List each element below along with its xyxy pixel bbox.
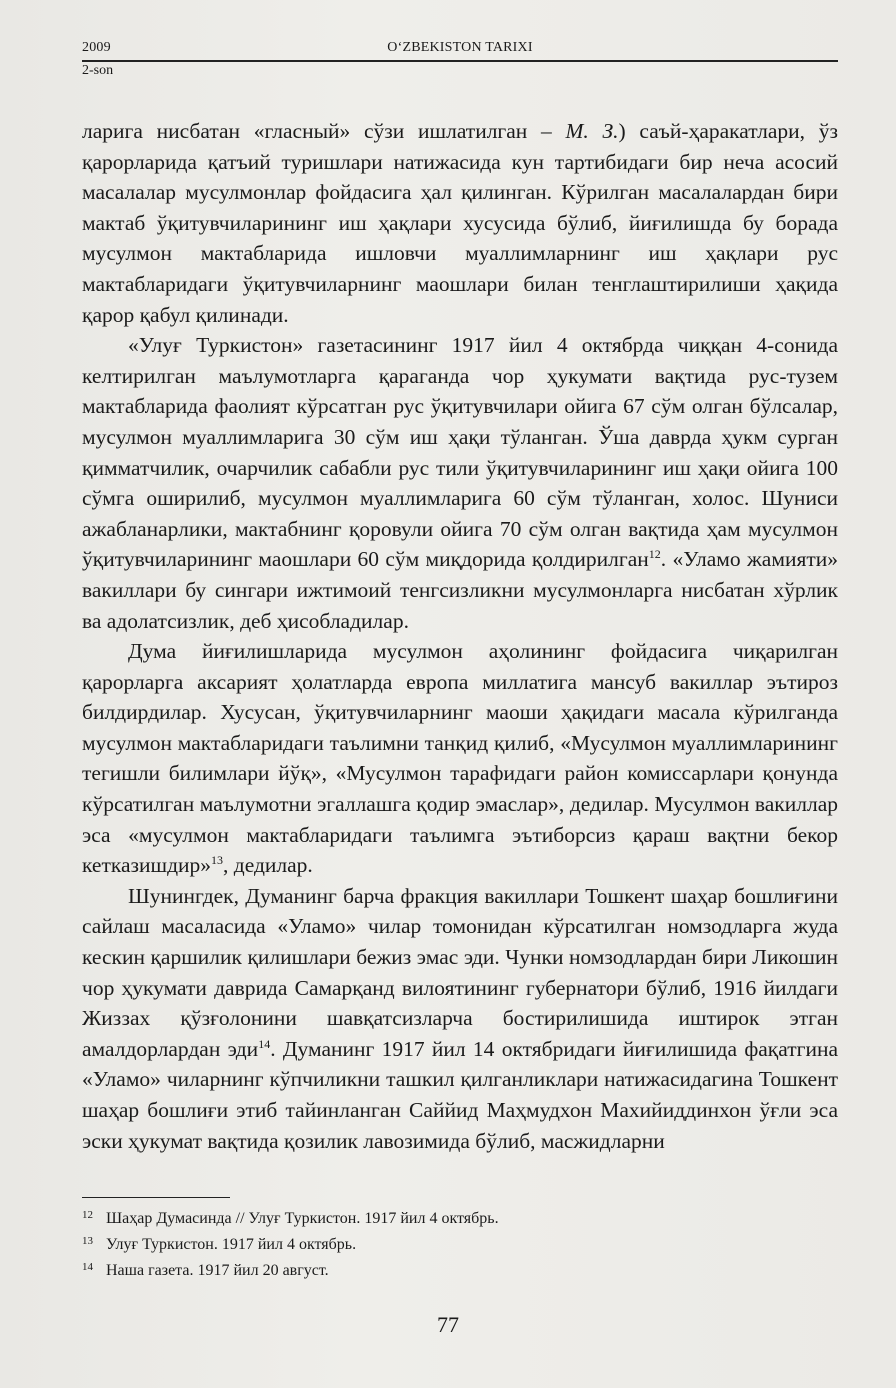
footnote-number: 12 [82,1209,93,1221]
footnotes [82,1206,838,1284]
body-paragraph [82,636,838,881]
footnote-item [82,1258,838,1284]
journal-title: O‘ZBEKISTON TARIXI [387,40,533,55]
body-paragraph [82,881,838,1156]
header-year: 2009 [82,40,111,55]
body-paragraph [82,116,838,330]
running-head [82,36,838,60]
footnote-reference: 14 [258,1036,271,1051]
header-rule [82,60,838,62]
italic-text: М. З. [565,119,619,143]
header-issue: 2-son [82,63,114,78]
footnote-text: Шаҳар Думасинда // Улуғ Туркистон. 1917 йил 4 октябрь. [106,1210,499,1227]
paragraph-text: Шунингдек, Думанинг барча фракция вакиллари Тошкент шаҳар бошлиғини сайлаш масаласида «Уламо» чилар томонидан кўрсатилган номзодларга жуда кескин қаршилик қилишлари бежиз эмас эди. Чунки номзодлардан бири Ликошин чор ҳукумати даврида Самарқанд вилоятининг губернатори бўлиб, 1916 йилдаги Жиззах қўзғолонини шавқатсизларча бостирилишида иштирок этган амалдорлардан эди [82,883,838,1061]
body-paragraph [82,330,838,636]
paragraph-text: «Улуғ Туркистон» газетасининг 1917 йил 4 октябрда чиққан 4-сонида келтирилган маълумотларга қараганда чор ҳукумати вақтида рус-тузем мактабларида фаолият кўрсатган рус ўқитувчилари ойига 67 сўм олган бўлсалар, мусулмон муаллимларига 30 сўм иш ҳақи тўланган. Ўша даврда ҳукм сурган қимматчилик, очарчилик сабабли рус тили ўқитувчиларининг иш ҳақи ойига 100 сўмга оширилиб, мусулмон муаллимларига 60 сўм тўланган, холос. Шуниси ажабланарлики, мактабнинг қоровули ойига 70 сўм олган вақтида ҳам мусулмон ўқитувчиларининг маошлари 60 сўм миқдорида қолдирилган [82,333,838,572]
paragraph-text: . Думанинг 1917 йил 14 октябридаги йиғилишида фақатгина «Уламо» чиларнинг кўпчиликни ташкил қилганликлари натижасидагина Тошкент шаҳар бошлиғи этиб тайинланган Саййид Маҳмудхон Махийиддинхон ўғли эса эски ҳукумат вақтида қозилик лавозимида бўлиб, масжидларни [82,1036,839,1153]
footnote-text: Наша газета. 1917 йил 20 август. [106,1262,329,1279]
paragraph-text: Дума йиғилишларида мусулмон аҳолининг фойдасига чиқарилган қарорларга аксарият ҳолатларда европа миллатига мансуб вакиллар эътироз билдирдилар. Хусусан, ўқитувчиларнинг маоши ҳақидаги масала кўрилганда мусулмон мактабларидаги таълимни танқид қилиб, «Мусулмон муаллимларининг тегишли билимлари йўқ», «Мусулмон тарафидаги район комиссарлари қонунда кўрсатилган маълумотни эгаллашга қодир эмаслар», дедилар. Мусулмон вакиллар эса «мусулмон мактабларидаги таълимга эътиборсиз қараш вақтни бекор кетказишдир» [82,639,838,878]
footnote-number: 13 [82,1235,93,1247]
body-text [82,116,838,1156]
paragraph-text: . «Уламо жамияти» вакиллари бу сингари ижтимоий тенгсизликни мусулмонларга нисбатан хўрлик ва адолатсизлик, деб ҳисобладилар. [82,547,838,633]
footnote-reference: 13 [211,853,224,868]
paragraph-text: , дедилар. [223,853,313,878]
paragraph-text: ) саъй-ҳаракатлари, ўз қарорларида қатъий туришлари натижасида кун тартибидаги бир неча асосий масалалар мусулмонлар фойдасига ҳал қилинган. Кўрилган масалалардан бири мактаб ўқитувчиларининг иш ҳақлари хусусида бўлиб, йиғилишда бу борада мусулмон мактабларида ишловчи муаллимларнинг иш ҳақлари рус мактабларидаги ўқитувчиларнинг маошлари билан тенглаштирилиши ҳақида қарор қабул қилинади. [82,119,838,327]
footnote-text: Улуғ Туркистон. 1917 йил 4 октябрь. [106,1236,357,1253]
footnote-item [82,1232,838,1258]
paragraph-text: ларига нисбатан «гласный» сўзи ишлатилган – [82,119,566,143]
footnote-number: 14 [82,1261,93,1273]
footnote-rule [82,1197,230,1198]
footnote-reference: 12 [648,547,661,562]
page-number: 77 [437,1312,459,1337]
footnote-item [82,1206,838,1232]
